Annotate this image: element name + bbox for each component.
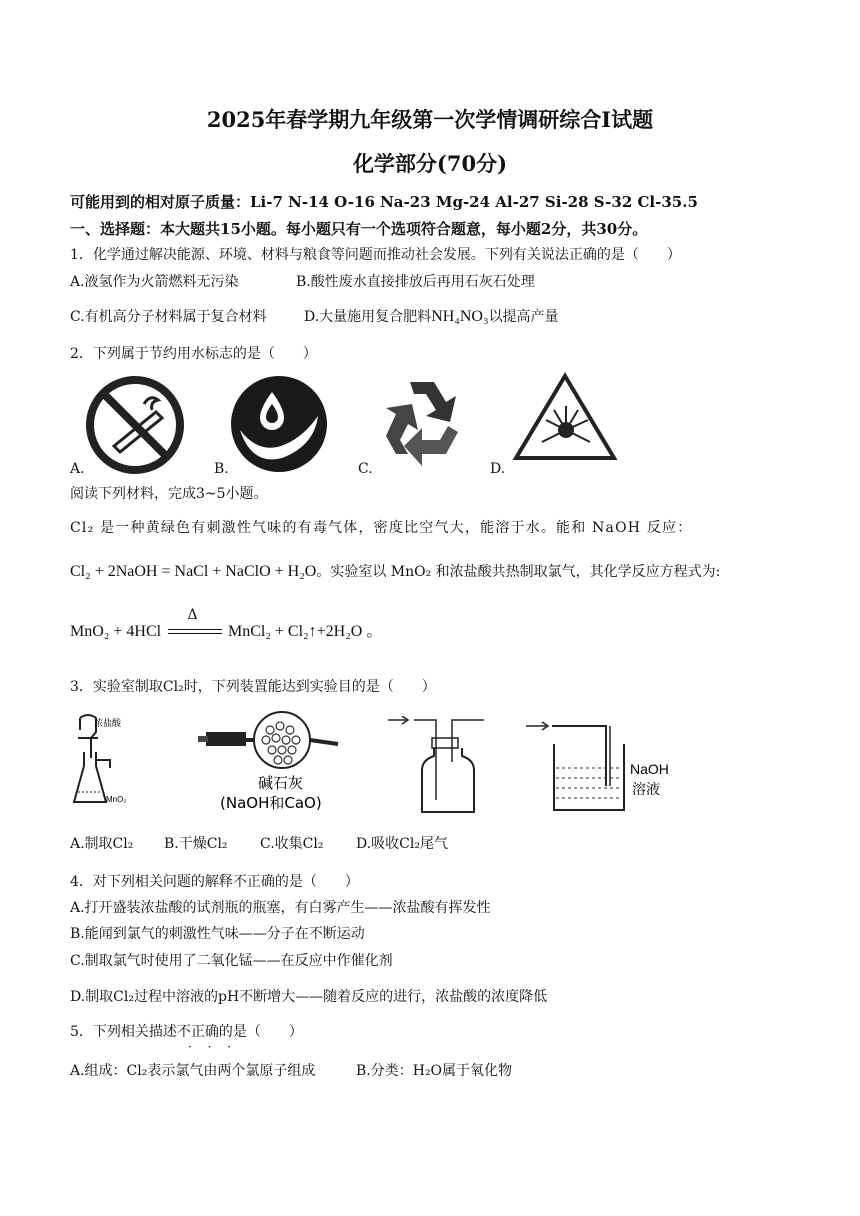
- q3-option-b: B.干燥Cl₂: [164, 836, 228, 852]
- acid-label: 浓盐酸: [94, 718, 122, 728]
- reading-paragraph-1: Cl₂ 是一种黄绿色有刺激性气味的有毒气体，密度比空气大，能溶于水。能和 NaOH 反应：: [70, 520, 693, 536]
- water-saving-icon: [228, 372, 330, 476]
- solution-label: 溶液: [632, 782, 660, 798]
- reaction-equation-1: Cl₂ + 2NaOH = NaCl + NaClO + H₂O: [70, 563, 317, 580]
- recycling-icon: [374, 372, 470, 468]
- emphasis-dots: · · ·: [188, 1040, 238, 1054]
- q1-option-d-suffix: 以提高产量: [488, 309, 559, 325]
- gas-collection-bottle-icon: [384, 716, 494, 816]
- q2-label-a: A.: [70, 461, 85, 477]
- q2-label-c: C.: [358, 461, 373, 477]
- soda-lime-label: 碱石灰: [258, 774, 304, 792]
- q1-option-a: A.液氢作为火箭燃料无污染: [70, 274, 239, 290]
- explosive-warning-icon: [510, 370, 620, 466]
- q3-option-d: D.吸收Cl₂尾气: [356, 836, 448, 852]
- reading-intro: 阅读下列材料，完成3~5小题。: [70, 486, 268, 502]
- q4-option-a: A.打开盛装浓盐酸的试剂瓶的瓶塞，有白雾产生——浓盐酸有挥发性: [70, 900, 491, 916]
- q4-option-b: B.能闻到氯气的刺激性气味——分子在不断运动: [70, 926, 365, 942]
- q3-stem: 3．实验室制取Cl₂时，下列装置能达到实验目的是（ ）: [70, 679, 436, 695]
- q1-option-d: [304, 306, 559, 326]
- section-heading: 一、选择题：本大题共15小题。每小题只有一个选项符合题意，每小题2分，共30分。: [70, 220, 648, 238]
- q4-option-d: D.制取Cl₂过程中溶液的pH不断增大——随着反应的进行，浓盐酸的浓度降低: [70, 989, 548, 1005]
- heat-symbol: Δ: [187, 607, 198, 623]
- q5-stem: 5．下列相关描述不正确的是（ ）: [70, 1024, 303, 1040]
- q3-option-c: C.收集Cl₂: [260, 836, 324, 852]
- reading-paragraph-2: [70, 561, 720, 581]
- q1-option-d-prefix: D.大量施用复合肥料: [304, 309, 432, 325]
- q1-option-d-formula: NH₄NO₃: [431, 308, 489, 325]
- reaction-equation-2: [70, 607, 383, 641]
- q4-option-c: C.制取氯气时使用了二氧化锰——在反应中作催化剂: [70, 953, 393, 969]
- q2-stem: 2．下列属于节约用水标志的是（ ）: [70, 346, 317, 362]
- no-smoking-icon: [84, 374, 186, 476]
- q1-stem: 1．化学通过解决能源、环境、材料与粮食等问题而推动社会发展。下列有关说法正确的是（ ）: [70, 247, 681, 263]
- tail-gas-absorption-icon: [520, 716, 680, 816]
- q2-label-d: D.: [490, 461, 506, 477]
- naoh-label: NaOH: [630, 761, 669, 777]
- reading-paragraph-2-text: 。实验室以 MnO₂ 和浓盐酸共热制取氯气，其化学反应方程式为:: [316, 564, 721, 580]
- soda-lime-composition: (NaOH和CaO): [220, 794, 322, 812]
- equation-2-right: MnCl₂ + Cl₂↑+2H₂O 。: [227, 623, 383, 640]
- q5-option-b: B.分类：H₂O属于氧化物: [356, 1063, 513, 1079]
- generator-apparatus-icon: [70, 710, 180, 812]
- q1-option-c: C.有机高分子材料属于复合材料: [70, 309, 267, 325]
- equals-sign: [168, 629, 222, 634]
- exam-title: 2025年春学期九年级第一次学情调研综合Ⅰ试题: [206, 107, 654, 132]
- q3-option-a: A.制取Cl₂: [70, 836, 134, 852]
- drying-tube-icon: [194, 710, 354, 820]
- exam-subtitle: 化学部分(70分): [352, 151, 508, 176]
- atomic-masses: 可能用到的相对原子质量：Li-7 N-14 O-16 Na-23 Mg-24 Al-27 Si-28 S-32 Cl-35.5: [70, 193, 698, 211]
- q4-stem: 4．对下列相关问题的解释不正确的是（ ）: [70, 874, 359, 890]
- q5-option-a: A.组成：Cl₂表示氯气由两个氯原子组成: [70, 1063, 316, 1079]
- mno2-label: MnO₂: [106, 795, 127, 804]
- q2-label-b: B.: [214, 461, 229, 477]
- q1-option-b: B.酸性废水直接排放后再用石灰石处理: [296, 274, 535, 290]
- equation-2-condition: [166, 607, 224, 639]
- equation-2-left: MnO₂ + 4HCl: [70, 623, 162, 640]
